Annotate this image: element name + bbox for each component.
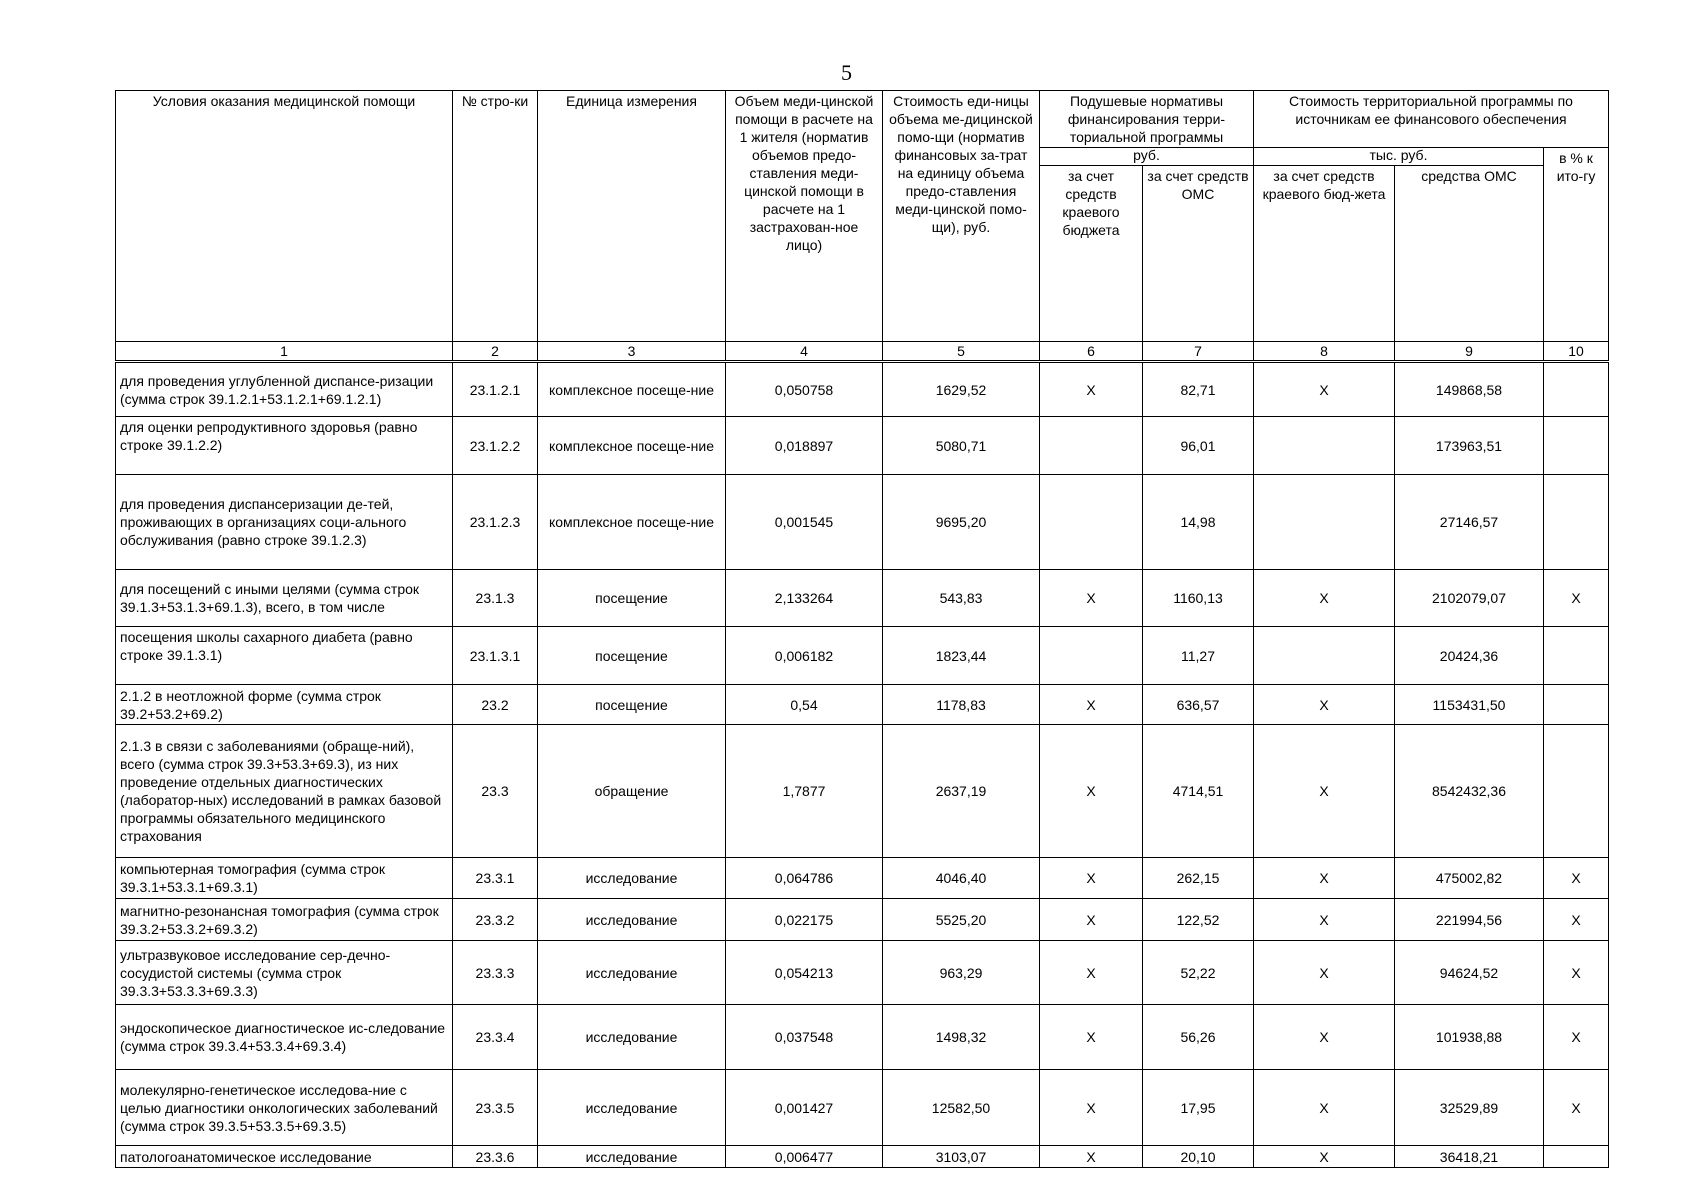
cell-volume: 1,7877 [726,725,883,858]
cell-unit: исследование [538,858,726,899]
cell-volume: 0,001545 [726,475,883,570]
cell-cost: 1629,52 [883,362,1040,417]
cell-volume: 0,001427 [726,1070,883,1146]
cell-percent [1544,685,1609,725]
cell-program-budget: X [1254,685,1395,725]
cell-program-oms: 27146,57 [1395,475,1544,570]
table-row [116,1146,1609,1168]
column-number: 8 [1254,342,1395,362]
column-number: 4 [726,342,883,362]
cell-volume: 0,022175 [726,899,883,941]
cell-condition: для проведения углубленной диспансе-ризации (сумма строк 39.1.2.1+53.1.2.1+69.1.2.1) [116,362,453,417]
cell-condition: патологоанатомическое исследование [116,1146,453,1168]
program-cost-table [115,90,1609,1168]
cell-condition: эндоскопическое диагностическое ис-следование (сумма строк 39.3.4+53.3.4+69.3.4) [116,1005,453,1070]
cell-per-capita-oms: 4714,51 [1143,725,1254,858]
cell-unit: обращение [538,725,726,858]
cell-unit: исследование [538,899,726,941]
cell-percent: X [1544,570,1609,627]
cell-per-capita-budget [1040,627,1143,685]
column-number: 2 [453,342,538,362]
cell-per-capita-oms: 1160,13 [1143,570,1254,627]
column-number: 9 [1395,342,1544,362]
cell-row-no: 23.1.2.3 [453,475,538,570]
column-number: 10 [1544,342,1609,362]
cell-percent [1544,475,1609,570]
column-number: 3 [538,342,726,362]
table-row [116,1005,1609,1070]
cell-program-budget [1254,475,1395,570]
header-per-capita-oms: за счет средств ОМС [1143,166,1254,342]
cell-percent [1544,725,1609,858]
cell-unit: комплексное посеще-ние [538,417,726,475]
cell-condition: 2.1.2 в неотложной форме (сумма строк 39.2+53.2+69.2) [116,685,453,725]
cell-per-capita-oms: 262,15 [1143,858,1254,899]
cell-per-capita-oms: 122,52 [1143,899,1254,941]
column-number: 1 [116,342,453,362]
cell-program-budget: X [1254,941,1395,1005]
cell-per-capita-budget: X [1040,1005,1143,1070]
header-conditions: Условия оказания медицинской помощи [116,91,453,342]
cell-volume: 0,037548 [726,1005,883,1070]
cell-percent [1544,1146,1609,1168]
cell-percent [1544,362,1609,417]
cell-per-capita-oms: 11,27 [1143,627,1254,685]
cell-per-capita-budget: X [1040,570,1143,627]
column-numbers-row [116,342,1609,362]
table-row [116,725,1609,858]
cell-program-oms: 149868,58 [1395,362,1544,417]
header-per-capita: Подушевые нормативы финансирования терри-ториальной программы [1040,91,1254,148]
cell-condition: ультразвуковое исследование сер-дечно-сосудистой системы (сумма строк 39.3.3+53.3.3+69.3.3) [116,941,453,1005]
cell-per-capita-budget [1040,417,1143,475]
cell-cost: 3103,07 [883,1146,1040,1168]
header-program-oms: средства ОМС [1395,166,1544,342]
cell-per-capita-budget: X [1040,362,1143,417]
cell-per-capita-oms: 14,98 [1143,475,1254,570]
cell-volume: 0,050758 [726,362,883,417]
cell-program-oms: 101938,88 [1395,1005,1544,1070]
cell-row-no: 23.3.1 [453,858,538,899]
cell-row-no: 23.3.3 [453,941,538,1005]
cell-row-no: 23.2 [453,685,538,725]
cell-per-capita-budget: X [1040,1070,1143,1146]
table-row [116,858,1609,899]
cell-cost: 1823,44 [883,627,1040,685]
column-number: 6 [1040,342,1143,362]
cell-program-oms: 8542432,36 [1395,725,1544,858]
table-row [116,899,1609,941]
cell-cost: 5080,71 [883,417,1040,475]
table-body [116,362,1609,1168]
cell-program-oms: 32529,89 [1395,1070,1544,1146]
cell-row-no: 23.3.6 [453,1146,538,1168]
cell-program-oms: 475002,82 [1395,858,1544,899]
cell-row-no: 23.3.4 [453,1005,538,1070]
cell-cost: 5525,20 [883,899,1040,941]
page-number: 5 [841,60,852,85]
cell-program-oms: 94624,52 [1395,941,1544,1005]
cell-volume: 0,006182 [726,627,883,685]
cell-program-oms: 36418,21 [1395,1146,1544,1168]
cell-program-oms: 20424,36 [1395,627,1544,685]
cell-volume: 0,006477 [726,1146,883,1168]
column-number: 7 [1143,342,1254,362]
cell-per-capita-budget: X [1040,899,1143,941]
cell-cost: 9695,20 [883,475,1040,570]
cell-per-capita-oms: 96,01 [1143,417,1254,475]
cell-per-capita-oms: 636,57 [1143,685,1254,725]
cell-row-no: 23.3.2 [453,899,538,941]
cell-condition: посещения школы сахарного диабета (равно строке 39.1.3.1) [116,627,453,685]
cell-percent: X [1544,899,1609,941]
table-row [116,475,1609,570]
table-row [116,685,1609,725]
header-program-cost-unit: тыс. руб. [1254,148,1544,166]
cell-percent [1544,627,1609,685]
cell-per-capita-oms: 17,95 [1143,1070,1254,1146]
table-row [116,1070,1609,1146]
header-program-cost: Стоимость территориальной программы по источникам ее финансового обеспечения [1254,91,1609,148]
cell-program-budget [1254,417,1395,475]
cell-unit: комплексное посеще-ние [538,362,726,417]
cell-row-no: 23.3 [453,725,538,858]
cell-condition: для посещений с иными целями (сумма строк 39.1.3+53.1.3+69.1.3), всего, в том числе [116,570,453,627]
cell-program-oms: 1153431,50 [1395,685,1544,725]
cell-program-budget: X [1254,1146,1395,1168]
cell-cost: 2637,19 [883,725,1040,858]
cell-program-oms: 173963,51 [1395,417,1544,475]
cell-per-capita-budget [1040,475,1143,570]
cell-row-no: 23.1.2.1 [453,362,538,417]
cell-unit: исследование [538,1070,726,1146]
cell-volume: 0,064786 [726,858,883,899]
cell-unit: посещение [538,627,726,685]
header-row-no: № стро-ки [453,91,538,342]
cell-program-oms: 2102079,07 [1395,570,1544,627]
cell-condition: компьютерная томография (сумма строк 39.3.1+53.3.1+69.3.1) [116,858,453,899]
cell-program-budget: X [1254,1005,1395,1070]
cell-program-oms: 221994,56 [1395,899,1544,941]
cell-row-no: 23.3.5 [453,1070,538,1146]
cell-percent: X [1544,858,1609,899]
header-volume: Объем меди-цинской помощи в расчете на 1 жителя (норматив объемов предо-ставления меди-цинской помощи в расчете на 1 застрахован-ное лицо) [726,91,883,342]
header-percent: в % к ито-гу [1544,148,1609,342]
cell-cost: 543,83 [883,570,1040,627]
cell-program-budget: X [1254,570,1395,627]
header-program-budget: за счет средств краевого бюд-жета [1254,166,1395,342]
table-row [116,627,1609,685]
cell-condition: для оценки репродуктивного здоровья (равно строке 39.1.2.2) [116,417,453,475]
cell-per-capita-budget: X [1040,1146,1143,1168]
cell-per-capita-oms: 20,10 [1143,1146,1254,1168]
cell-per-capita-budget: X [1040,685,1143,725]
cell-condition: магнитно-резонансная томография (сумма строк 39.3.2+53.3.2+69.3.2) [116,899,453,941]
cell-program-budget [1254,627,1395,685]
table-row [116,362,1609,417]
cell-volume: 0,54 [726,685,883,725]
cell-program-budget: X [1254,1070,1395,1146]
cell-unit: исследование [538,941,726,1005]
cell-row-no: 23.1.3 [453,570,538,627]
header-per-capita-budget: за счет средств краевого бюджета [1040,166,1143,342]
cell-condition: молекулярно-генетическое исследова-ние с целью диагностики онкологических заболеваний (сумма строк 39.3.5+53.3.5+69.3.5) [116,1070,453,1146]
cell-cost: 1178,83 [883,685,1040,725]
header-cost: Стоимость еди-ницы объема ме-дицинской помо-щи (норматив финансовых за-трат на единицу объема предо-ставления меди-цинской помо-щи), руб. [883,91,1040,342]
table-row [116,417,1609,475]
cell-per-capita-budget: X [1040,725,1143,858]
cell-percent: X [1544,1070,1609,1146]
cell-per-capita-budget: X [1040,941,1143,1005]
cell-per-capita-budget: X [1040,858,1143,899]
header-unit: Единица измерения [538,91,726,342]
cell-per-capita-oms: 56,26 [1143,1005,1254,1070]
cell-percent: X [1544,941,1609,1005]
cell-condition: 2.1.3 в связи с заболеваниями (обраще-ний), всего (сумма строк 39.3+53.3+69.3), из них проведение отдельных диагностических (лаборатор-ных) исследований в рамках базовой программы обязательного медицинского страхования [116,725,453,858]
cell-per-capita-oms: 82,71 [1143,362,1254,417]
cell-volume: 2,133264 [726,570,883,627]
cell-unit: посещение [538,685,726,725]
cell-row-no: 23.1.2.2 [453,417,538,475]
cell-percent [1544,417,1609,475]
table-header [116,91,1609,362]
cell-program-budget: X [1254,858,1395,899]
cell-unit: исследование [538,1005,726,1070]
cell-program-budget: X [1254,899,1395,941]
cell-unit: посещение [538,570,726,627]
table-row [116,570,1609,627]
cell-volume: 0,054213 [726,941,883,1005]
cell-row-no: 23.1.3.1 [453,627,538,685]
cell-program-budget: X [1254,362,1395,417]
table-row [116,941,1609,1005]
cell-cost: 12582,50 [883,1070,1040,1146]
cell-cost: 4046,40 [883,858,1040,899]
cell-per-capita-oms: 52,22 [1143,941,1254,1005]
cell-unit: исследование [538,1146,726,1168]
cell-unit: комплексное посеще-ние [538,475,726,570]
cell-volume: 0,018897 [726,417,883,475]
cell-cost: 963,29 [883,941,1040,1005]
cell-percent: X [1544,1005,1609,1070]
cell-program-budget: X [1254,725,1395,858]
cell-cost: 1498,32 [883,1005,1040,1070]
header-per-capita-unit: руб. [1040,148,1254,166]
column-number: 5 [883,342,1040,362]
cell-condition: для проведения диспансеризации де-тей, проживающих в организациях соци-ального обслуживания (равно строке 39.1.2.3) [116,475,453,570]
